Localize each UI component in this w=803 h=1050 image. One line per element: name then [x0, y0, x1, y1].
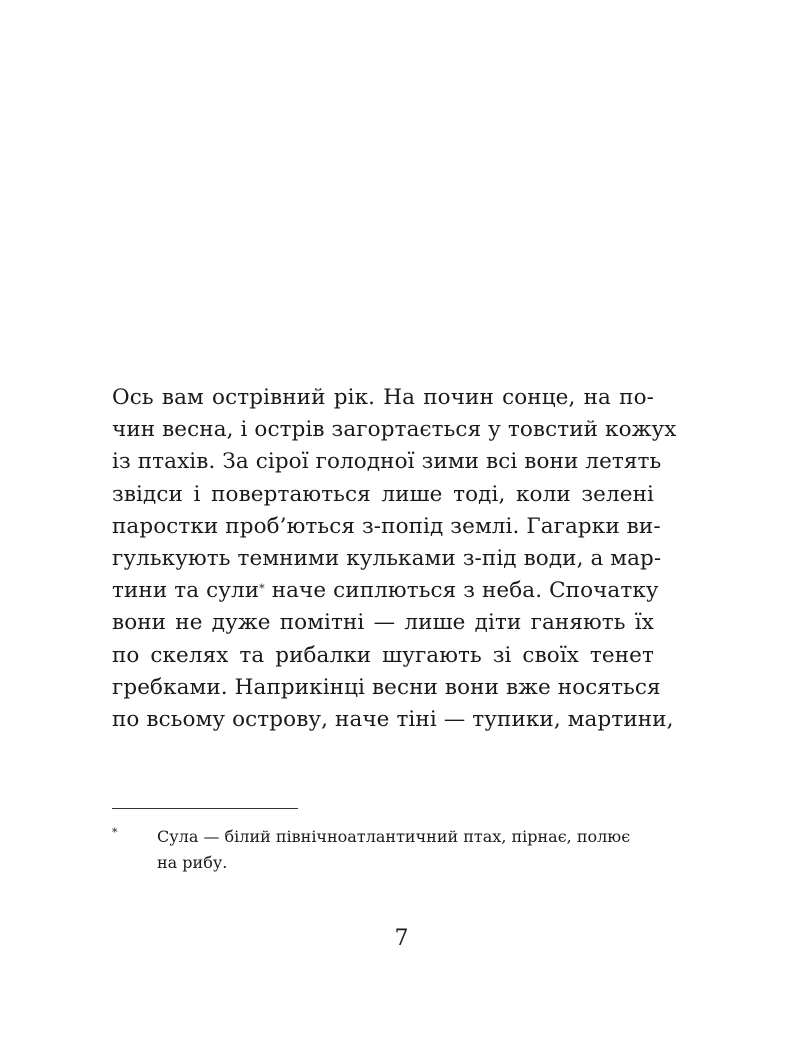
text-line: вони не дуже помітні — лише діти ганяють їх: [112, 610, 654, 636]
footnote-text-line: Сула — білий північноатлантичний птах, пірнає, полює: [157, 827, 631, 846]
footnote: [112, 824, 657, 876]
page-number: 7: [394, 926, 409, 951]
text-segment: тини та сули: [112, 578, 260, 604]
text-line: Ось вам острівний рік. На почин сонце, на по-: [112, 385, 654, 410]
text-line: по скелях та рибалки шугають зі своїх тенет: [112, 642, 654, 668]
text-segment: наче сиплються з неба. Спочатку: [271, 578, 659, 604]
text-line: звідси і повертаються лише тоді, коли зелені: [112, 481, 654, 507]
text-line: чин весна, і острів загортається у товстий кожух: [112, 417, 677, 443]
text-line: гулькують темними кульками з-під води, а мар-: [112, 546, 662, 572]
text-line: паростки проб’ються з-попід землі. Гагарки ви-: [112, 513, 661, 539]
text-line: по всьому острову, наче тіні — тупики, мартини,: [112, 707, 674, 733]
main-text: [112, 382, 677, 736]
footnote-reference: *: [259, 582, 265, 596]
footnote-separator: [112, 808, 298, 809]
footnote-text-line: на рибу.: [157, 853, 228, 872]
text-line-with-footnote: [112, 575, 659, 607]
text-line: гребками. Наприкінці весни вони вже носяться: [112, 674, 661, 700]
footnote-marker: *: [112, 826, 118, 839]
text-line: із птахів. За сірої голодної зими всі вони летять: [112, 449, 662, 475]
